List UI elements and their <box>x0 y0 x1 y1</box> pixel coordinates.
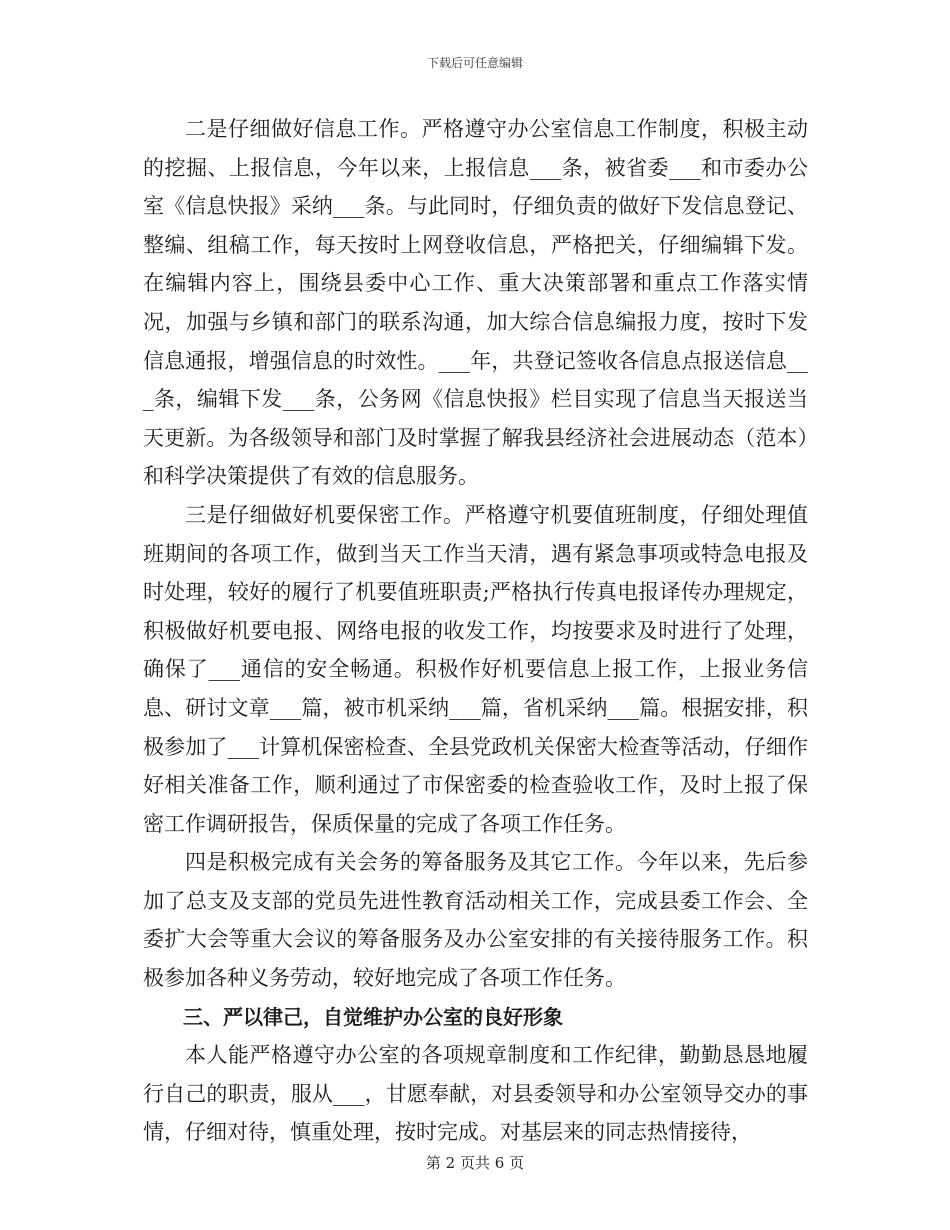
page-header: 下载后可任意编辑 <box>426 56 523 70</box>
page-number: 第 2 页共 6 页 <box>425 1154 525 1172</box>
document-body <box>143 110 808 1152</box>
paragraph-confidential-work: 三是仔细做好机要保密工作。严格遵守机要值班制度，仔细处理值班期间的各项工作，做到当天工作当天清，遇有紧急事项或特急电报及时处理，较好的履行了机要值班职责;严格执行传真电报译传办理规定，积极做好机要电报、网络电报的收发工作，均按要求及时进行了处理，确保了___通信的安全畅通。积极作好机要信息上报工作，上报业务信息、研讨文章___篇，被市机采纳___篇，省机采纳___篇。根据安排，积极参加了___计算机保密检查、全县党政机关保密大检查等活动，仔细作好相关准备工作，顺利通过了市保密委的检查验收工作，及时上报了保密工作调研报告，保质保量的完成了各项工作任务。 <box>143 502 808 836</box>
paragraph-self-discipline: 本人能严格遵守办公室的各项规章制度和工作纪律，勤勤恳恳地履行自己的职责，服从___，甘愿奉献，对县委领导和办公室领导交办的事情，仔细对待，慎重处理，按时完成。对基层来的同志热情接待， <box>143 1043 808 1145</box>
paragraph-information-work: 二是仔细做好信息工作。严格遵守办公室信息工作制度，积极主动的挖掘、上报信息，今年以来，上报信息___条，被省委___和市委办公室《信息快报》采纳___条。与此同时，仔细负责的做好下发信息登记、整编、组稿工作，每天按时上网登收信息，严格把关，仔细编辑下发。在编辑内容上，围绕县委中心工作、重大决策部署和重点工作落实情况，加强与乡镇和部门的联系沟通，加大综合信息编报力度，按时下发信息通报，增强信息的时效性。___年，共登记签收各信息点报送信息___条，编辑下发___条，公务网《信息快报》栏目实现了信息当天报送当天更新。为各级领导和部门及时掌握了解我县经济社会进展动态（范本）和科学决策提供了有效的信息服务。 <box>143 117 808 489</box>
paragraph-meeting-services: 四是积极完成有关会务的筹备服务及其它工作。今年以来，先后参加了总支及支部的党员先进性教育活动相关工作，完成县委工作会、全委扩大会等重大会议的筹备服务及办公室安排的有关接待服务工作。积极参加各种义务劳动，较好地完成了各项工作任务。 <box>143 850 808 991</box>
section-heading: 三、严以律己，自觉维护办公室的良好形象 <box>183 1004 563 1029</box>
